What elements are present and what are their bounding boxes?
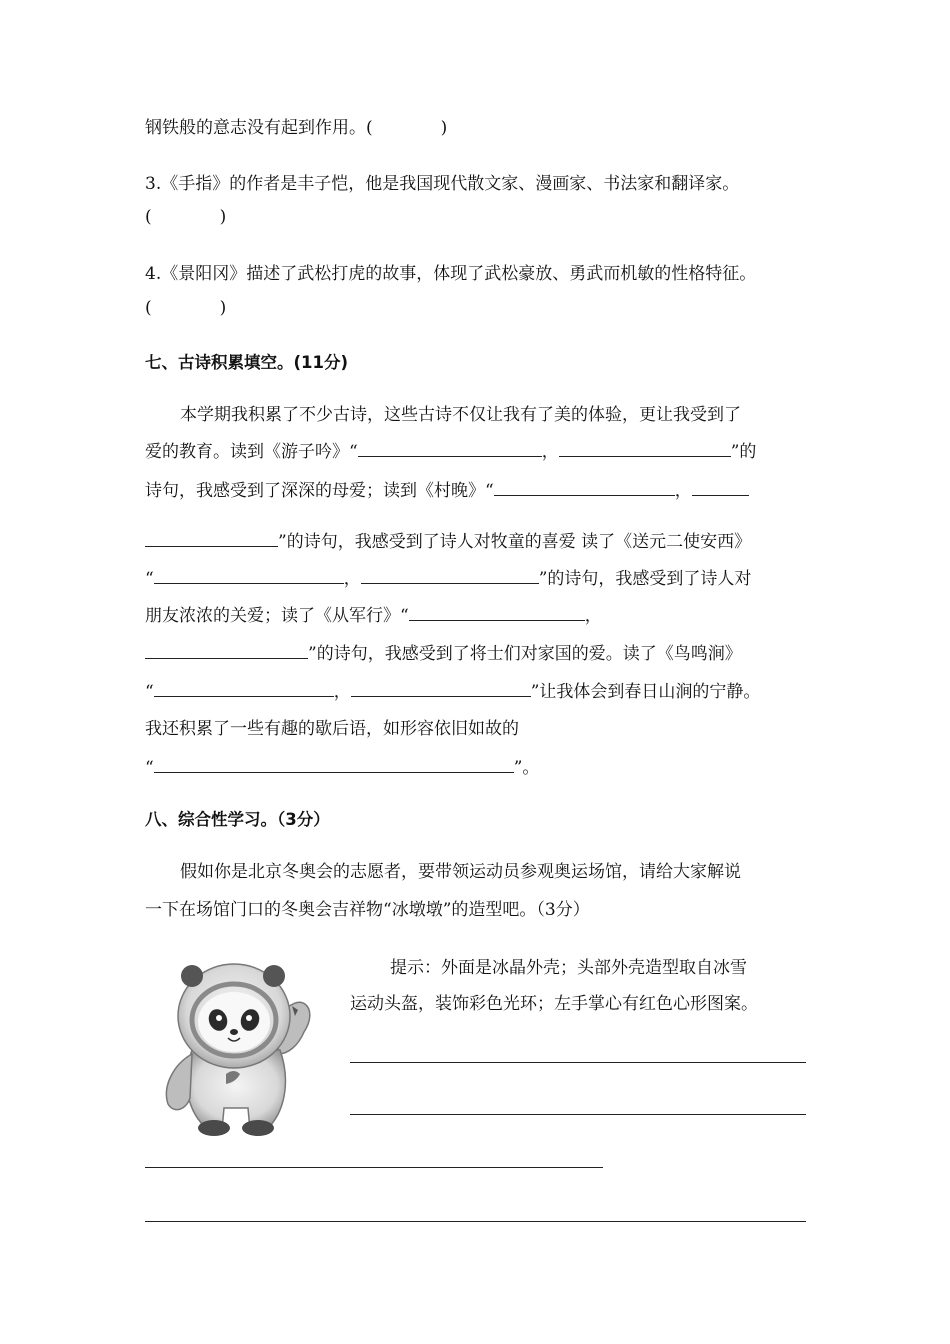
poem-paragraph-line-7 — [145, 642, 742, 666]
text: 爱的教育。读到《游子吟》“ — [145, 442, 358, 462]
text: ， — [674, 481, 692, 501]
poem-paragraph-line-10 — [145, 756, 539, 780]
answer-blank[interactable] — [361, 567, 539, 584]
text: “ — [145, 758, 154, 778]
task-paragraph-line-1: 假如你是北京冬奥会的志愿者，要带领运动员参观奥运场馆，请给大家解说 — [180, 862, 741, 882]
section-7-heading: 七、古诗积累填空。(11分) — [145, 353, 349, 372]
text: ”的诗句，我感受到了诗人对 — [538, 569, 752, 589]
poem-paragraph-line-2 — [145, 440, 756, 464]
poem-paragraph-line-8 — [145, 680, 760, 704]
answer-blank[interactable] — [154, 756, 514, 773]
text: ， — [584, 606, 602, 626]
task-paragraph-line-2: 一下在场馆门口的冬奥会吉祥物“冰墩墩”的造型吧。（3分） — [145, 900, 590, 920]
text: ， — [541, 442, 559, 462]
text: ”。 — [513, 758, 540, 778]
answer-blank[interactable] — [358, 440, 542, 457]
hint-line-2: 运动头盔，装饰彩色光环；左手掌心有红色心形图案。 — [350, 994, 758, 1014]
q6-item-3-answer-paren[interactable]: ( ) — [145, 207, 227, 227]
text: ”的 — [730, 442, 757, 462]
text: “ — [145, 569, 154, 589]
answer-blank[interactable] — [351, 680, 531, 697]
answer-blank[interactable] — [145, 642, 308, 659]
answer-line[interactable] — [145, 1221, 806, 1222]
poem-paragraph-line-9: 我还积累了一些有趣的歇后语，如形容依旧如故的 — [145, 719, 519, 739]
text: ， — [333, 682, 351, 702]
answer-blank[interactable] — [154, 680, 334, 697]
answer-line[interactable] — [350, 1114, 806, 1115]
answer-line[interactable] — [145, 1167, 603, 1168]
q6-item-4-answer-paren[interactable]: ( ) — [145, 298, 227, 318]
poem-paragraph-line-1: 本学期我积累了不少古诗，这些古诗不仅让我有了美的体验，更让我受到了 — [180, 405, 741, 425]
answer-blank[interactable] — [559, 440, 731, 457]
answer-line[interactable] — [350, 1062, 806, 1063]
answer-blank[interactable] — [494, 479, 675, 496]
poem-paragraph-line-4 — [145, 530, 751, 554]
answer-blank[interactable] — [154, 567, 344, 584]
bing-dwen-dwen-mascot-icon — [152, 958, 312, 1136]
text: ”让我体会到春日山涧的宁静。 — [530, 682, 761, 702]
text: ”的诗句，我感受到了诗人对牧童的喜爱 读了《送元二使安西》 — [278, 532, 752, 552]
hint-line-1: 提示：外面是冰晶外壳；头部外壳造型取自冰雪 — [390, 958, 747, 978]
text: ”的诗句，我感受到了将士们对家国的爱。读了《鸟鸣涧》 — [308, 644, 742, 664]
text: ， — [343, 569, 361, 589]
text: 诗句，我感受到了深深的母爱；读到《村晚》“ — [145, 481, 494, 501]
text: “ — [145, 682, 154, 702]
poem-paragraph-line-3 — [145, 479, 749, 503]
answer-blank[interactable] — [145, 530, 278, 547]
text: 朋友浓浓的关爱；读了《从军行》“ — [145, 606, 409, 626]
section-8-heading: 八、综合性学习。（3分） — [145, 810, 330, 829]
q6-continuation-line: 钢铁般的意志没有起到作用。( ) — [145, 118, 448, 138]
q6-item-3: 3.《手指》的作者是丰子恺，他是我国现代散文家、漫画家、书法家和翻译家。 — [145, 174, 740, 194]
q6-item-4: 4.《景阳冈》描述了武松打虎的故事，体现了武松豪放、勇武而机敏的性格特征。 — [145, 264, 757, 284]
answer-blank[interactable] — [409, 604, 585, 621]
poem-paragraph-line-5 — [145, 567, 751, 591]
poem-paragraph-line-6 — [145, 604, 602, 628]
answer-blank[interactable] — [692, 479, 749, 496]
